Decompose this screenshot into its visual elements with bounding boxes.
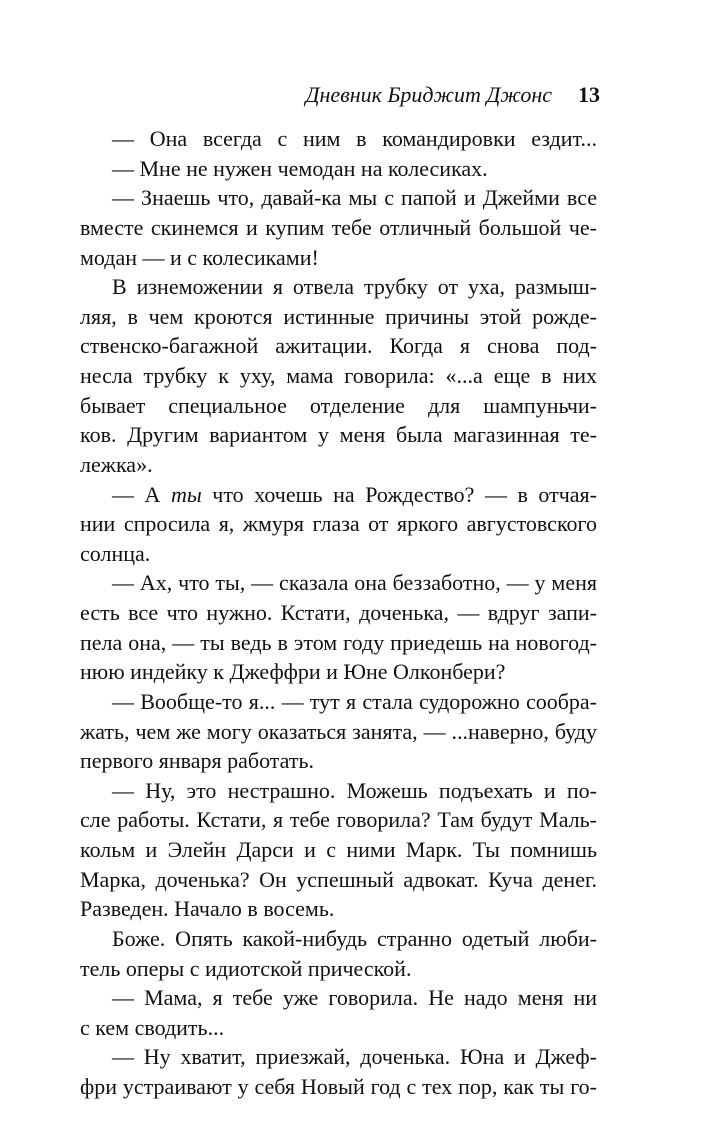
text-line: Боже. Опять какой-нибудь странно одетый люби- bbox=[112, 925, 597, 951]
text-line: модан — и с колесиками! bbox=[80, 244, 319, 270]
text-line: Марка, доченька? Он успешный адвокат. Куча денег. bbox=[80, 866, 597, 892]
text-line: Разведен. Начало в восемь. bbox=[80, 896, 335, 922]
text-line: нии спросила я, жмуря глаза от яркого августовского bbox=[80, 511, 597, 537]
text-line: ственско-багажной ажитации. Когда я снова под- bbox=[80, 333, 597, 359]
text-line: нюю индейку к Джеффри и Юне Олконбери? bbox=[80, 659, 506, 685]
text-line: тель оперы с идиотской прической. bbox=[80, 955, 412, 981]
body-text bbox=[80, 124, 597, 1102]
text-line: первого января работать. bbox=[80, 748, 315, 774]
text-line: пела она, — ты ведь в этом году приедешь на новогод- bbox=[80, 629, 597, 655]
text-line: с кем сводить... bbox=[80, 1014, 225, 1040]
text-line: ков. Другим вариантом у меня была магазинная те- bbox=[80, 422, 597, 448]
text-line: — Мне не нужен чемодан на колесиках. bbox=[112, 155, 488, 181]
text-segment: что хочешь на Рождество? — в отчая- bbox=[201, 481, 597, 507]
text-line: В изнеможении я отвела трубку от уха, размыш- bbox=[112, 274, 597, 300]
text-line: — Ну хватит, приезжай, доченька. Юна и Джеф- bbox=[112, 1044, 597, 1070]
text-line-with-emphasis bbox=[80, 480, 597, 510]
text-line: сле работы. Кстати, я тебе говорила? Там будут Маль- bbox=[80, 807, 597, 833]
text-line: вместе скинемся и купим тебе отличный большой че- bbox=[80, 214, 597, 240]
text-line: — Ах, что ты, — сказала она беззаботно, — у меня bbox=[112, 570, 597, 596]
text-line: — Знаешь что, давай-ка мы с папой и Джейми все bbox=[112, 185, 597, 211]
text-line: — Вообще-то я... — тут я стала судорожно сообра- bbox=[112, 688, 597, 714]
text-line: несла трубку к уху, мама говорила: «...а еще в них bbox=[80, 363, 597, 388]
text-line: фри устраивают у себя Новый год с тех пор, как ты го- bbox=[80, 1074, 597, 1099]
text-line: кольм и Элейн Дарси и с ними Марк. Ты помнишь bbox=[80, 837, 597, 862]
text-line: — Мама, я тебе уже говорила. Не надо меня ни bbox=[112, 985, 597, 1011]
text-line: — Она всегда с ним в командировки ездит... bbox=[112, 126, 597, 151]
text-line: солнца. bbox=[80, 540, 151, 566]
book-title: Дневник Бриджит Джонс bbox=[305, 82, 552, 107]
text-segment: — А bbox=[112, 481, 171, 507]
text-line: ляя, в чем кроются истинные причины этой рожде- bbox=[80, 303, 597, 329]
text-line: жать, чем же могу оказаться занята, — ...наверно, буду bbox=[80, 718, 597, 744]
text-line: бывает специальное отделение для шампуньчи- bbox=[80, 392, 597, 418]
text-line: лежка». bbox=[80, 451, 153, 477]
running-header bbox=[100, 82, 600, 108]
text-line: — Ну, это нестрашно. Можешь подъехать и по- bbox=[112, 777, 597, 803]
text-line: есть все что нужно. Кстати, доченька, — вдруг запи- bbox=[80, 600, 597, 625]
emphasis-word: ты bbox=[170, 481, 202, 507]
page-number: 13 bbox=[578, 82, 600, 107]
